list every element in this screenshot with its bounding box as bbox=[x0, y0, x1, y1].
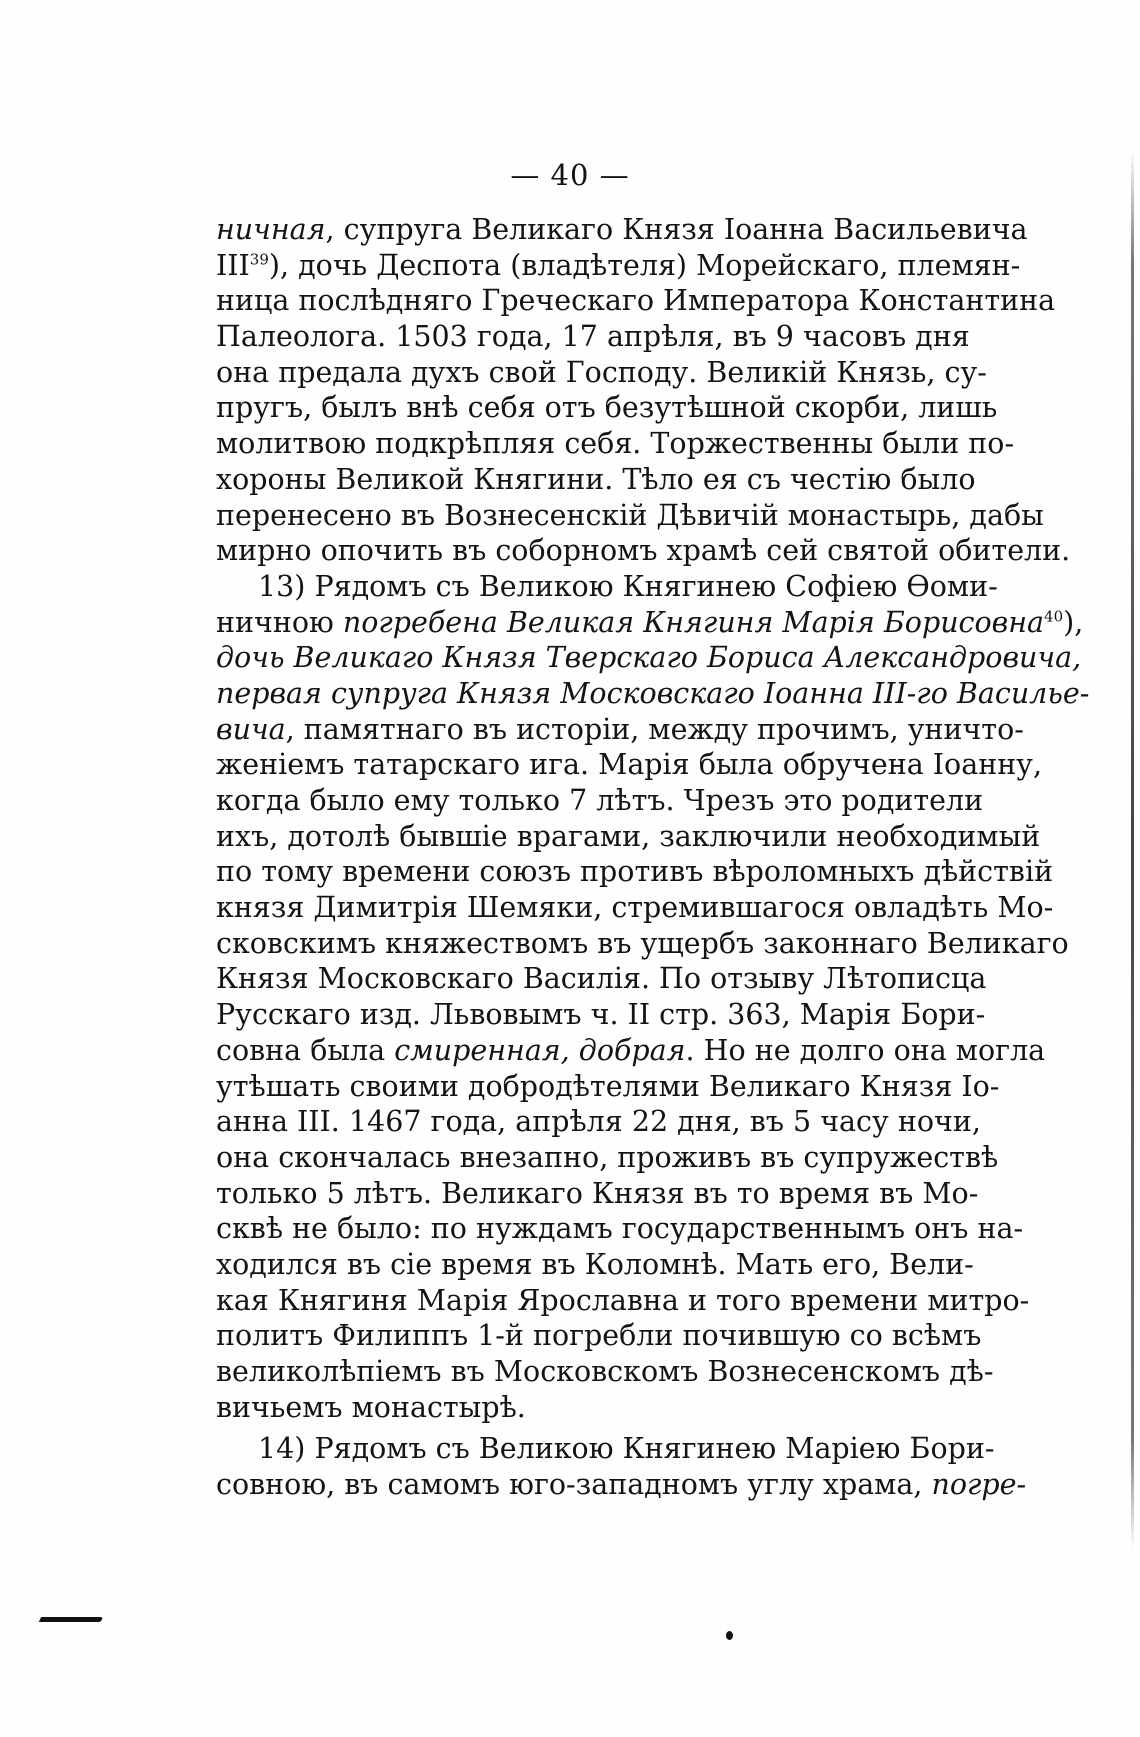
text-line bbox=[216, 212, 1028, 248]
text-segment: ходился въ сіе время въ Коломнѣ. Мать его, Вели- bbox=[216, 1247, 974, 1281]
text-line bbox=[216, 997, 986, 1033]
text-line bbox=[216, 498, 1044, 534]
footnote-marker: 40 bbox=[1044, 607, 1064, 626]
body-text bbox=[216, 212, 1090, 1503]
text-segment: хороны Великой Княгини. Тѣло ея съ честію было bbox=[216, 462, 976, 496]
text-segment: только 5 лѣтъ. Великаго Князя въ то время въ Мо- bbox=[216, 1176, 979, 1210]
text-segment: женіемъ татарскаго ига. Марія была обручена Іоанну, bbox=[216, 748, 1043, 782]
text-segment: утѣшать своими добродѣтелями Великаго Князя Іо- bbox=[216, 1069, 1000, 1103]
text-segment: ), bbox=[1063, 605, 1084, 639]
text-line bbox=[216, 1211, 1024, 1247]
text-line bbox=[216, 712, 1024, 748]
text-segment: ница послѣдняго Греческаго Императора Константина bbox=[216, 284, 1056, 318]
text-line bbox=[216, 1033, 1046, 1069]
text-line bbox=[216, 640, 1082, 676]
page-number: — 40 — bbox=[510, 158, 630, 192]
text-segment: вича bbox=[216, 712, 286, 746]
text-segment: пругъ, былъ внѣ себя отъ безутѣшной скорби, лишь bbox=[216, 391, 998, 425]
text-segment: совна была bbox=[216, 1033, 395, 1067]
text-segment: по тому времени союзъ противъ вѣроломныхъ дѣйствій bbox=[216, 855, 1054, 889]
text-segment: кая Княгиня Марія Ярославна и того времени митро- bbox=[216, 1283, 1030, 1317]
margin-smudge bbox=[39, 1617, 103, 1622]
footnote-marker: 39 bbox=[249, 250, 269, 269]
text-segment: она скончалась внезапно, проживъ въ супружествѣ bbox=[216, 1140, 999, 1174]
text-segment: молитвою подкрѣпляя себя. Торжественны были по- bbox=[216, 427, 1015, 461]
text-segment: перенесено въ Вознесенскій Дѣвичій монастырь, дабы bbox=[216, 498, 1044, 532]
text-line bbox=[216, 1354, 994, 1390]
text-line bbox=[216, 1176, 979, 1212]
text-segment: Палеолога. 1503 года, 17 апрѣля, въ 9 часовъ дня bbox=[216, 320, 970, 354]
text-line bbox=[216, 819, 1041, 855]
text-segment: когда было ему только 7 лѣтъ. Чрезъ это родители bbox=[216, 784, 984, 817]
text-line bbox=[216, 1431, 995, 1467]
text-line bbox=[216, 533, 1071, 569]
text-segment: , супруга Великаго Князя Іоанна Васильевича bbox=[325, 213, 1028, 246]
text-segment: первая супруга Князя Московскаго Іоанна III-го Василье- bbox=[216, 676, 1090, 710]
text-line bbox=[216, 1069, 1000, 1105]
text-segment: Князя Московскаго Василія. По отзыву Лѣтописца bbox=[216, 962, 987, 996]
text-line bbox=[216, 1247, 974, 1283]
text-segment: князя Димитрія Шемяки, стремившагося овладѣть Мо- bbox=[216, 891, 1054, 925]
text-line bbox=[216, 890, 1054, 926]
text-line bbox=[216, 1318, 982, 1354]
text-line bbox=[216, 283, 1056, 319]
text-line bbox=[216, 1283, 1030, 1319]
text-line bbox=[216, 783, 984, 819]
text-line bbox=[216, 355, 987, 391]
text-line bbox=[216, 319, 970, 355]
text-line bbox=[216, 569, 998, 605]
text-segment: 13) Рядомъ съ Великою Княгинею Софіею Ѳоми- bbox=[258, 569, 998, 603]
text-line bbox=[216, 1140, 999, 1176]
text-segment: погребена Великая Княгиня Марія Борисовна bbox=[342, 605, 1045, 639]
text-segment: мирно опочить въ соборномъ храмѣ сей святой обители. bbox=[216, 534, 1071, 568]
text-segment: ), дочь Деспота (владѣтеля) Морейскаго, племян- bbox=[268, 248, 1021, 282]
text-segment: совною, въ самомъ юго-западномъ углу храма, bbox=[216, 1468, 932, 1502]
text-segment: анна III. 1467 года, апрѣля 22 дня, въ 5 часу ночи, bbox=[216, 1105, 981, 1139]
page-edge-shadow bbox=[1131, 150, 1134, 1550]
text-line bbox=[216, 676, 1090, 712]
text-line bbox=[216, 605, 1084, 641]
text-line bbox=[216, 248, 1021, 284]
text-line bbox=[216, 1104, 981, 1140]
text-segment: ихъ, дотолѣ бывшіе врагами, заключили необходимый bbox=[216, 819, 1041, 853]
text-line bbox=[216, 1390, 964, 1426]
text-segment: погре- bbox=[931, 1468, 1027, 1502]
text-line bbox=[216, 462, 976, 498]
text-line bbox=[216, 854, 1054, 890]
text-segment: ничною bbox=[216, 605, 343, 639]
text-line bbox=[216, 747, 1043, 783]
text-segment: , памятнаго въ исторіи, между прочимъ, уничто- bbox=[285, 712, 1024, 746]
text-segment: дочь Великаго Князя Тверскаго Бориса Александровича, bbox=[216, 641, 1082, 675]
text-segment: . Но не долго она могла bbox=[685, 1033, 1046, 1067]
text-line bbox=[216, 926, 1069, 962]
text-segment: смиренная, добрая bbox=[394, 1033, 686, 1067]
text-segment: вичьемъ монастырѣ. bbox=[216, 1390, 526, 1424]
text-segment: великолѣпіемъ въ Московскомъ Вознесенскомъ дѣ- bbox=[216, 1355, 994, 1388]
text-segment: ничная bbox=[216, 213, 326, 246]
text-line bbox=[216, 1467, 1027, 1503]
text-line bbox=[216, 426, 1015, 462]
text-segment: Русскаго изд. Львовымъ ч. II стр. 363, Марія Бори- bbox=[216, 998, 986, 1032]
text-segment: III bbox=[216, 248, 250, 282]
text-line bbox=[216, 390, 998, 426]
text-segment: сковскимъ княжествомъ въ ущербъ законнаго Великаго bbox=[216, 926, 1069, 960]
text-segment: политъ Филиппъ 1-й погребли почившую со всѣмъ bbox=[216, 1319, 982, 1353]
ink-dot bbox=[726, 1631, 733, 1640]
text-segment: 14) Рядомъ съ Великою Княгинею Маріею Бори- bbox=[258, 1432, 995, 1466]
text-line bbox=[216, 961, 987, 997]
text-segment: она предала духъ свой Господу. Великій Князь, су- bbox=[216, 355, 987, 389]
text-segment: сквѣ не было: по нуждамъ государственнымъ онъ на- bbox=[216, 1212, 1024, 1246]
